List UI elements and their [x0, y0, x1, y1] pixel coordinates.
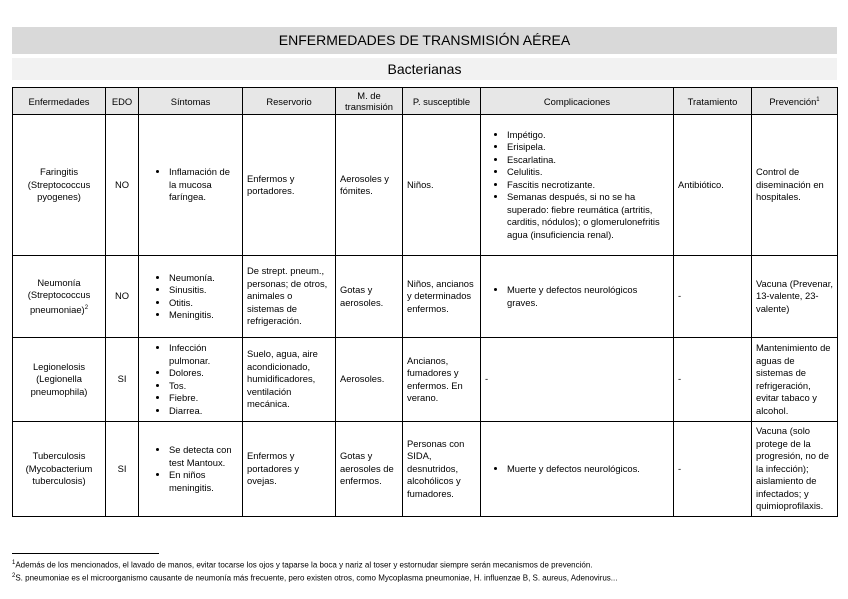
reservoir-cell: Suelo, agua, aire acondicionado, humidificadores, ventilación mecánica. — [243, 338, 336, 422]
prevention-cell: Control de diseminación en hospitales. — [752, 115, 838, 256]
list-item: • Meningitis. — [169, 309, 238, 322]
column-header: P. susceptible — [403, 88, 481, 115]
edo-cell: SI — [106, 338, 139, 422]
symptoms-cell — [139, 115, 243, 256]
disease-name: Neumonía (Streptococcus pneumoniae) — [27, 276, 91, 315]
list-item: • Tos. — [169, 380, 238, 393]
complications-cell: - — [481, 338, 674, 422]
list-item: • Muerte y defectos neurológicos graves. — [507, 284, 669, 309]
treatment-cell: Antibiótico. — [674, 115, 752, 256]
header-row — [13, 88, 838, 115]
list-item: • Sinusitis. — [169, 284, 238, 297]
table-row — [13, 256, 838, 338]
edo-cell: SI — [106, 422, 139, 517]
prevention-cell: Vacuna (solo protege de la progresión, no de la infección); aislamiento de infectados; y quimioprofilaxis. — [752, 422, 838, 517]
complications-list — [485, 284, 669, 309]
list-item: • Neumonía. — [169, 272, 238, 285]
reservoir-cell: Enfermos y portadores y ovejas. — [243, 422, 336, 517]
complications-list — [485, 463, 669, 476]
document-title: ENFERMEDADES DE TRANSMISIÓN AÉREA — [12, 27, 837, 54]
symptoms-cell — [139, 338, 243, 422]
footnote-mark: 2 — [84, 304, 89, 311]
column-header: Síntomas — [139, 88, 243, 115]
disease-cell: Legionelosis (Legionella pneumophila) — [13, 338, 106, 422]
section-subtitle: Bacterianas — [12, 58, 837, 80]
footnote-1 — [12, 560, 593, 570]
footnote-text: S. pneumoniae es el microorganismo causante de neumonía más frecuente, pero existen otros, como Mycoplasma pneumoniae, H. influenzae B, S. aureus, Adenovirus... — [15, 573, 618, 583]
susceptible-cell: Ancianos, fumadores y enfermos. En verano. — [403, 338, 481, 422]
treatment-cell: - — [674, 256, 752, 338]
edo-cell: NO — [106, 256, 139, 338]
list-item: • Inflamación de la mucosa faríngea. — [169, 166, 238, 204]
reservoir-cell: Enfermos y portadores. — [243, 115, 336, 256]
complications-cell — [481, 256, 674, 338]
transmission-cell: Aerosoles y fómites. — [336, 115, 403, 256]
complications-cell — [481, 422, 674, 517]
transmission-cell: Aerosoles. — [336, 338, 403, 422]
susceptible-cell: Niños, ancianos y determinados enfermos. — [403, 256, 481, 338]
list-item: • Erisipela. — [507, 141, 669, 154]
column-header: M. de transmisión — [336, 88, 403, 115]
symptoms-list — [143, 272, 238, 322]
column-header: EDO — [106, 88, 139, 115]
footnote-mark: 2 — [12, 573, 16, 579]
column-header: Reservorio — [243, 88, 336, 115]
edo-cell: NO — [106, 115, 139, 256]
footnote-2 — [12, 573, 617, 583]
complications-cell — [481, 115, 674, 256]
footnote-separator — [12, 553, 159, 554]
table-row — [13, 115, 838, 256]
list-item: • Diarrea. — [169, 405, 238, 418]
susceptible-cell: Niños. — [403, 115, 481, 256]
list-item: • Semanas después, si no se ha superado: fiebre reumática (artritis, carditis, nódulos); o glomerulonefritis agua (insuficiencia renal). — [507, 191, 669, 241]
symptoms-list — [143, 342, 238, 417]
column-header: Complicaciones — [481, 88, 674, 115]
list-item: • Celulitis. — [507, 166, 669, 179]
complications-list — [485, 129, 669, 242]
footnote-mark: 1 — [816, 96, 820, 103]
transmission-cell: Gotas y aerosoles de enfermos. — [336, 422, 403, 517]
list-item: • Escarlatina. — [507, 154, 669, 167]
transmission-cell: Gotas y aerosoles. — [336, 256, 403, 338]
footnote-mark: 1 — [12, 560, 16, 566]
reservoir-cell: De strept. pneum., personas; de otros, animales o sistemas de refrigeración. — [243, 256, 336, 338]
symptoms-cell — [139, 256, 243, 338]
list-item: • Muerte y defectos neurológicos. — [507, 463, 669, 476]
list-item: • En niños meningitis. — [169, 469, 238, 494]
list-item: • Dolores. — [169, 367, 238, 380]
list-item: • Infección pulmonar. — [169, 342, 238, 367]
column-header: Tratamiento — [674, 88, 752, 115]
disease-cell — [13, 256, 106, 338]
prevention-cell: Vacuna (Prevenar, 13-valente, 23-valente) — [752, 256, 838, 338]
symptoms-cell — [139, 422, 243, 517]
list-item: • Otitis. — [169, 297, 238, 310]
footnote-text: Además de los mencionados, el lavado de manos, evitar tocarse los ojos y taparse la boca y nariz al toser y estornudar siempre serán mecanismos de prevención. — [15, 560, 593, 570]
column-header: Enfermedades — [13, 88, 106, 115]
list-item: • Impétigo. — [507, 129, 669, 142]
susceptible-cell: Personas con SIDA, desnutridos, alcohólicos y fumadores. — [403, 422, 481, 517]
table-row — [13, 422, 838, 517]
header-label: Prevención — [769, 96, 817, 108]
treatment-cell: - — [674, 338, 752, 422]
disease-cell: Faringitis (Streptococcus pyogenes) — [13, 115, 106, 256]
column-header — [752, 88, 838, 115]
diseases-table — [12, 87, 838, 517]
list-item: • Fiebre. — [169, 392, 238, 405]
list-item: • Fascitis necrotizante. — [507, 179, 669, 192]
disease-cell: Tuberculosis (Mycobacterium tuberculosis) — [13, 422, 106, 517]
list-item: • Se detecta con test Mantoux. — [169, 444, 238, 469]
prevention-cell: Mantenimiento de aguas de sistemas de refrigeración, evitar tabaco y alcohol. — [752, 338, 838, 422]
treatment-cell: - — [674, 422, 752, 517]
symptoms-list — [143, 444, 238, 494]
symptoms-list — [143, 166, 238, 204]
table-row — [13, 338, 838, 422]
